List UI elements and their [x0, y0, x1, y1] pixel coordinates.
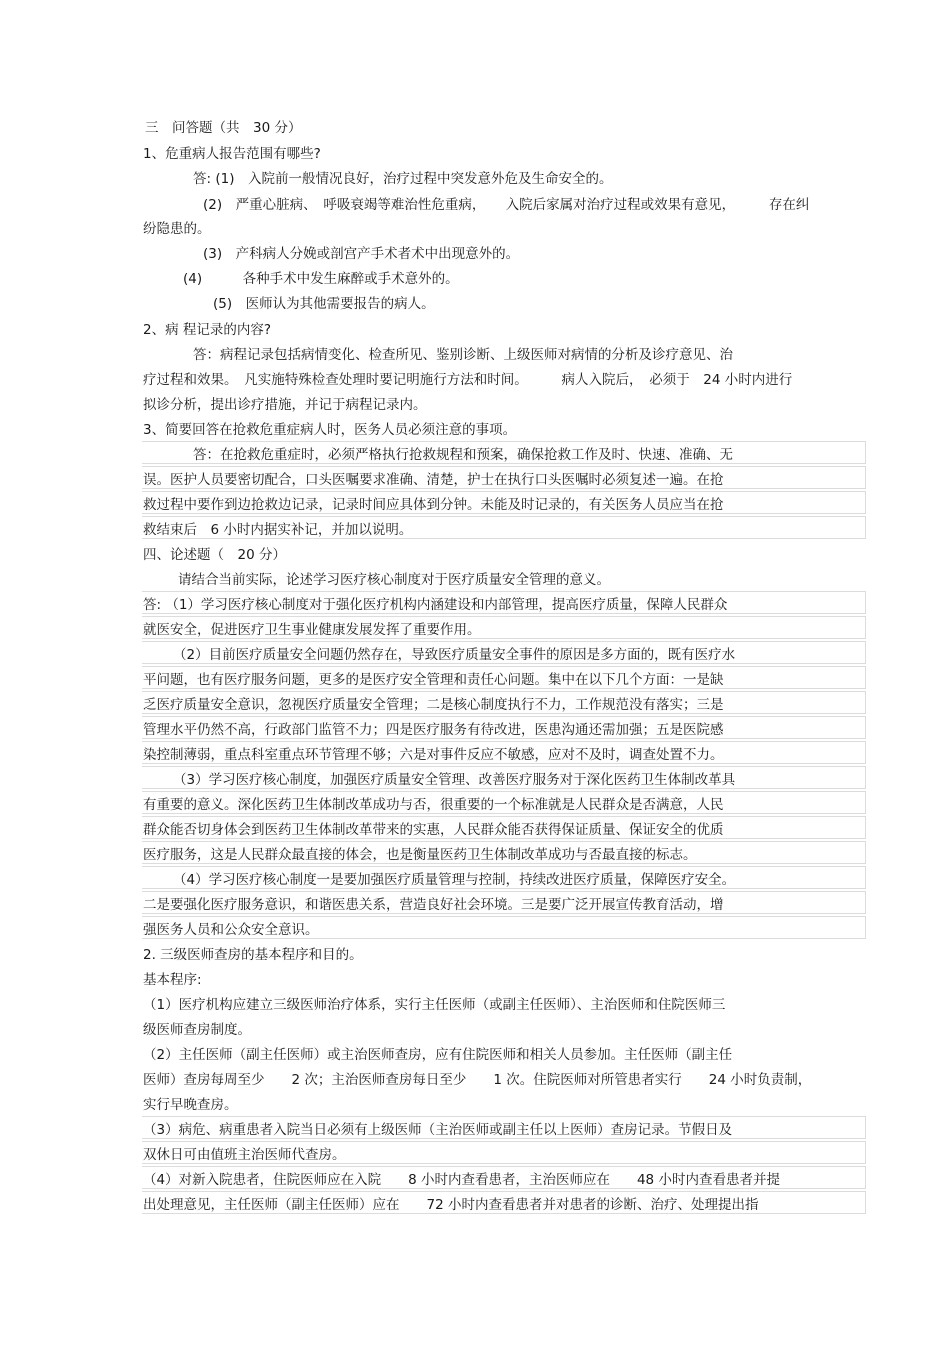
answer-line: （4）对新入院患者，住院医师应在入院 8 小时内查看患者，主治医师应在 48 小时内查看患者并提	[143, 1172, 780, 1188]
answer-line: （3）病危、病重患者入院当日必须有上级医师（主治医师或副主任以上医师）查房记录。节假日及	[143, 1122, 733, 1138]
section-heading: 三 问答题（共 30 分）	[145, 120, 302, 136]
answer-line: 答: (1) 入院前一般情况良好，治疗过程中突发意外危及生命安全的。	[193, 171, 613, 187]
question-3: 3、简要回答在抢救危重症病人时，医务人员必须注意的事项。	[143, 422, 517, 438]
answer-line: 强医务人员和公众安全意识。	[143, 922, 319, 938]
answer-line: 医师）查房每周至少 2 次；主治医师查房每日至少 1 次。住院医师对所管患者实行 24 小时负责制，	[143, 1072, 812, 1088]
answer-line: 误。医护人员要密切配合，口头医嘱要求准确、清楚，护士在执行口头医嘱时必须复述一遍。在抢	[143, 472, 724, 488]
answer-line: (5) 医师认为其他需要报告的病人。	[213, 296, 435, 312]
answer-line: 乏医疗质量安全意识，忽视医疗质量安全管理；二是核心制度执行不力，工作规范没有落实；三是	[143, 697, 724, 713]
essay-prompt: 请结合当前实际，论述学习医疗核心制度对于医疗质量安全管理的意义。	[178, 572, 610, 588]
answer-line: (4) 各种手术中发生麻醉或手术意外的。	[183, 271, 459, 287]
answer-line: 平问题，也有医疗服务问题，更多的是医疗安全管理和责任心问题。集中在以下几个方面：一是缺	[143, 672, 724, 688]
answer-line: 疗过程和效果。 凡实施特殊检查处理时要记明施行方法和时间。 病人入院后， 必须于 24 小时内进行	[143, 372, 793, 388]
answer-line: 医疗服务，这是人民群众最直接的体会，也是衡量医药卫生体制改革成功与否最直接的标志。	[143, 847, 697, 863]
answer-line: 双休日可由值班主治医师代查房。	[143, 1147, 346, 1163]
section-heading: 四、论述题（ 20 分）	[143, 547, 286, 563]
answer-line: （2）目前医疗质量安全问题仍然存在，导致医疗质量安全事件的原因是多方面的，既有医疗水	[173, 647, 736, 663]
answer-line: 答: （1）学习医疗核心制度对于强化医疗机构内涵建设和内部管理，提高医疗质量，保障人民群众	[143, 597, 728, 613]
answer-line: 有重要的意义。深化医药卫生体制改革成功与否，很重要的一个标准就是人民群众是否满意，人民	[143, 797, 724, 813]
sub-label: 基本程序:	[143, 972, 202, 988]
answer-line: 就医安全，促进医疗卫生事业健康发展发挥了重要作用。	[143, 622, 481, 638]
question-heading: 2. 三级医师查房的基本程序和目的。	[143, 947, 363, 963]
answer-line: (2) 严重心脏病、 呼吸衰竭等难治性危重病， 入院后家属对治疗过程或效果有意见， 存在纠	[203, 197, 810, 213]
answer-line: （2）主任医师（副主任医师）或主治医师查房，应有住院医师和相关人员参加。主任医师（副主任	[143, 1047, 733, 1063]
question-1: 1、危重病人报告范围有哪些?	[143, 146, 321, 162]
answer-line: (3) 产科病人分娩或剖宫产手术者术中出现意外的。	[203, 246, 520, 262]
answer-line: 拟诊分析，提出诊疗措施，并记于病程记录内。	[143, 397, 427, 413]
answer-line: 出处理意见，主任医师（副主任医师）应在 72 小时内查看患者并对患者的诊断、治疗、处理提出指	[143, 1197, 759, 1213]
answer-line: （1）医疗机构应建立三级医师治疗体系，实行主任医师（或副主任医师）、主治医师和住院医师三	[143, 997, 726, 1013]
answer-line: 纷隐患的。	[143, 221, 211, 237]
answer-line: 管理水平仍然不高，行政部门监管不力；四是医疗服务有待改进，医患沟通还需加强；五是医院感	[143, 722, 724, 738]
answer-line: 救结束后 6 小时内据实补记，并加以说明。	[143, 522, 413, 538]
answer-line: 答：病程记录包括病情变化、检查所见、鉴别诊断、上级医师对病情的分析及诊疗意见、治	[193, 347, 733, 363]
answer-line: 群众能否切身体会到医药卫生体制改革带来的实惠，人民群众能否获得保证质量、保证安全的优质	[143, 822, 724, 838]
question-2: 2、病 程记录的内容?	[143, 322, 272, 338]
answer-line: 染控制薄弱，重点科室重点环节管理不够；六是对事件反应不敏感，应对不及时，调查处置不力。	[143, 747, 724, 763]
answer-line: 实行早晚查房。	[143, 1097, 238, 1113]
answer-line: 二是要强化医疗服务意识，和谐医患关系，营造良好社会环境。三是要广泛开展宣传教育活动，增	[143, 897, 724, 913]
answer-line: 级医师查房制度。	[143, 1022, 251, 1038]
answer-line: 答：在抢救危重症时，必须严格执行抢救规程和预案，确保抢救工作及时、快速、准确、无	[193, 447, 733, 463]
answer-line: （4）学习医疗核心制度一是要加强医疗质量管理与控制，持续改进医疗质量，保障医疗安全。	[173, 872, 736, 888]
answer-line: 救过程中要作到边抢救边记录，记录时间应具体到分钟。未能及时记录的，有关医务人员应当在抢	[143, 497, 724, 513]
answer-line: （3）学习医疗核心制度，加强医疗质量安全管理、改善医疗服务对于深化医药卫生体制改革具	[173, 772, 736, 788]
